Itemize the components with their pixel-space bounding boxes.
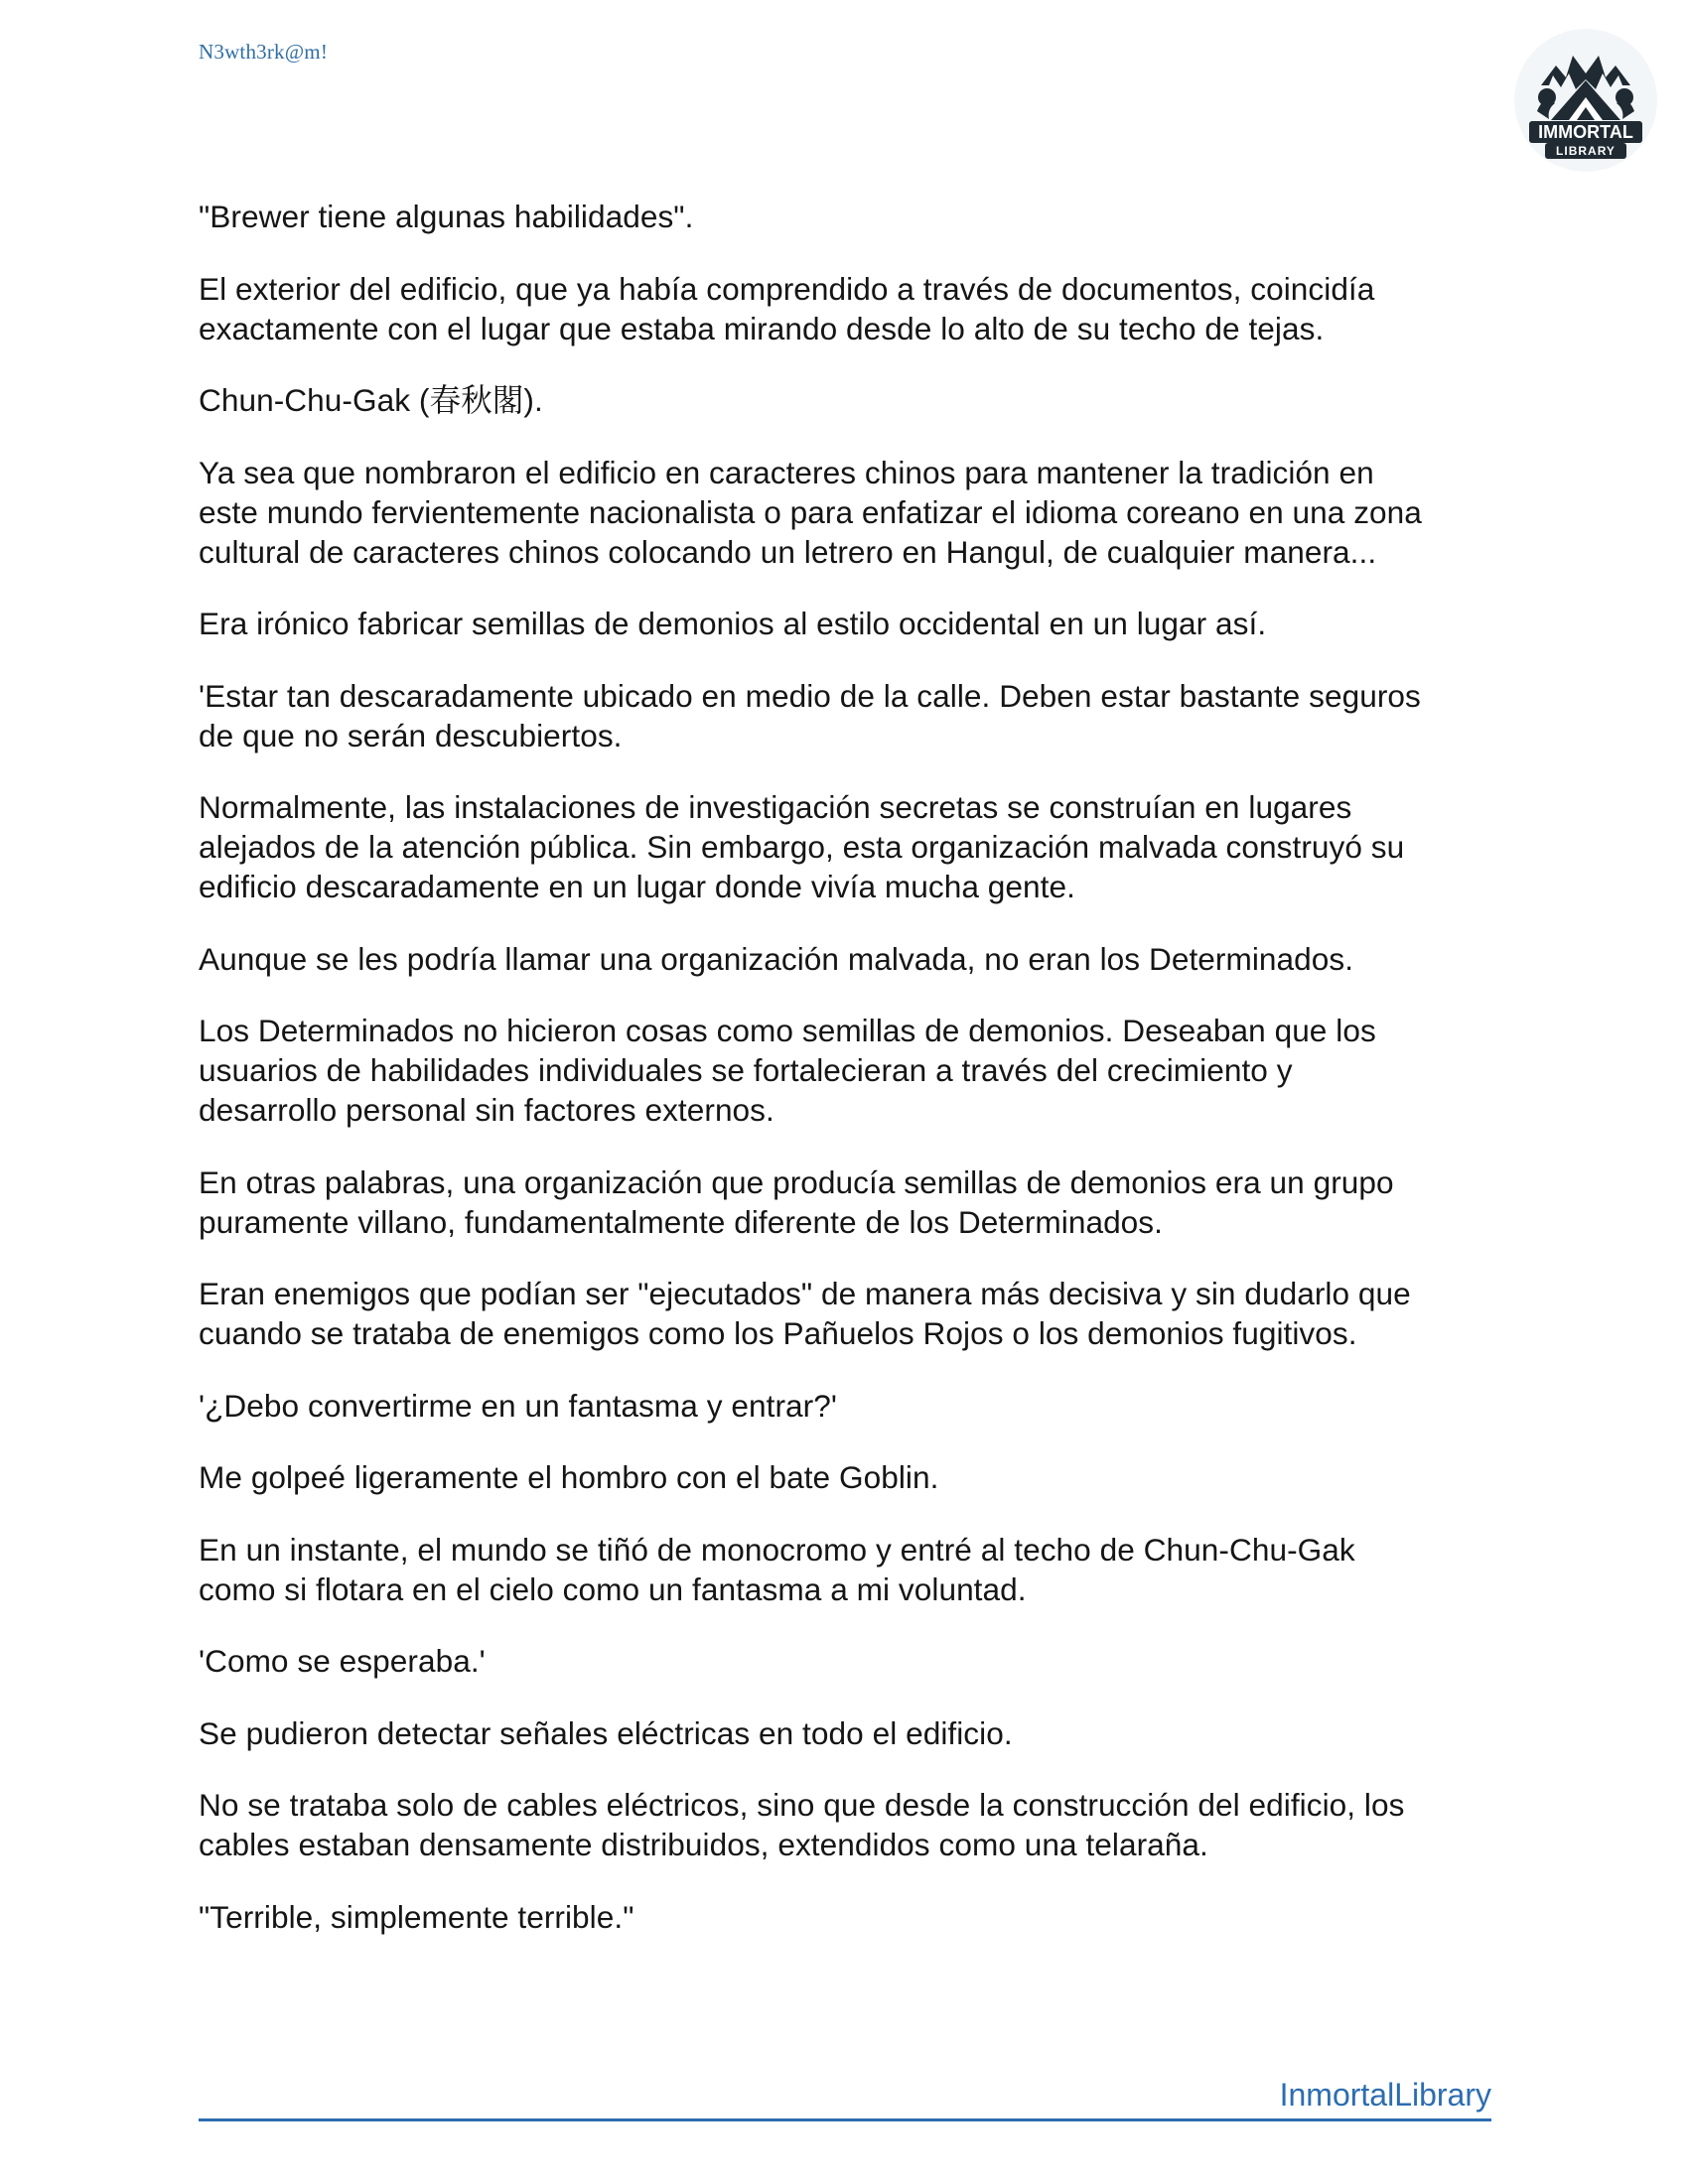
paragraph: 'Estar tan descaradamente ubicado en medio de la calle. Deben estar bastante seguros de que no serán descubiertos. (199, 677, 1421, 753)
paragraph: No se trataba solo de cables eléctricos, sino que desde la construcción del edificio, los cables estaban densamente distribuidos, extendidos como una telaraña. (199, 1787, 1405, 1862)
paragraph: Chun-Chu-Gak (春秋閣). (199, 382, 543, 418)
paragraph: Normalmente, las instalaciones de investigación secretas se construían en lugares alejados de la atención pública. Sin embargo, esta organización malvada construyó su edificio descaradamente en un lugar donde vivía mucha gente. (199, 789, 1405, 904)
paragraph: El exterior del edificio, que ya había comprendido a través de documentos, coincidía exactamente con el lugar que estaba mirando desde lo alto de su techo de tejas. (199, 270, 1375, 346)
header-watermark: N3wth3rk@m! (199, 40, 329, 64)
paragraph: En otras palabras, una organización que producía semillas de demonios era un grupo puramente villano, fundamentalmente diferente de los Determinados. (199, 1163, 1394, 1240)
footer-divider (199, 2118, 1491, 2121)
paragraph: 'Como se esperaba.' (199, 1643, 486, 1679)
paragraph: "Brewer tiene algunas habilidades". (199, 199, 694, 234)
paragraph: Aunque se les podría llamar una organización malvada, no eran los Determinados. (199, 940, 1354, 977)
paragraph: "Terrible, simplemente terrible." (199, 1898, 634, 1935)
paragraph: '¿Debo convertirme en un fantasma y entrar?' (199, 1387, 837, 1424)
logo-text-immortal: IMMORTAL (1538, 122, 1633, 142)
paragraph: En un instante, el mundo se tiñó de monocromo y entré al techo de Chun-Chu-Gak como si flotara en el cielo como un fantasma a mi voluntad. (199, 1531, 1355, 1607)
immortal-library-logo (1511, 26, 1660, 175)
paragraph: Era irónico fabricar semillas de demonios al estilo occidental en un lugar así. (199, 606, 1267, 641)
paragraph: Los Determinados no hicieron cosas como semillas de demonios. Deseaban que los usuarios de habilidades individuales se fortalecieran a través del crecimiento y desarrollo personal sin factores externos. (199, 1013, 1376, 1128)
paragraph: Me golpeé ligeramente el hombro con el bate Goblin. (199, 1459, 939, 1495)
logo-text-library: LIBRARY (1556, 144, 1616, 158)
paragraph: Se pudieron detectar señales eléctricas en todo el edificio. (199, 1714, 1013, 1751)
paragraph: Eran enemigos que podían ser "ejecutados" de manera más decisiva y sin dudarlo que cuando se trataba de enemigos como los Pañuelos Rojos o los demonios fugitivos. (199, 1276, 1411, 1351)
paragraph: Ya sea que nombraron el edificio en caracteres chinos para mantener la tradición en este mundo fervientemente nacionalista o para enfatizar el idioma coreano en una zona cultural de caracteres chinos colocando un letrero en Hangul, de cualquier manera... (199, 454, 1422, 570)
footer-link-inmortallibrary[interactable]: InmortalLibrary (1279, 2077, 1491, 2113)
document-body (199, 197, 1494, 1969)
